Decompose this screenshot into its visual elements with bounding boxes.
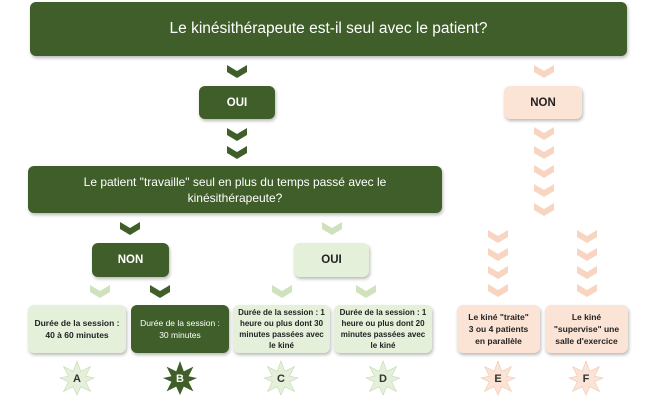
star-icon-e [480,360,516,396]
chevron-down-icon [322,222,342,236]
star-icon-c [263,360,299,396]
chevron-down-icon [534,203,554,217]
sub-yes-box [294,243,369,277]
star-letter-e: E [494,373,502,385]
no-label: NON [530,96,556,109]
option-text-e: Le kiné "traite" 3 ou 4 patients en parallèle [468,312,529,346]
star-letter-a: A [73,373,81,385]
sub-no-label: NON [117,254,144,266]
option-box-a [28,305,126,353]
chevron-down-icon [272,285,292,299]
option-box-c [233,305,330,353]
chevron-down-icon [488,284,508,298]
option-box-e [457,305,540,353]
star-icon-d [365,360,401,396]
chevron-down-icon [227,146,247,160]
option-box-d [334,305,432,353]
chevron-down-icon [120,222,140,236]
chevron-down-icon [534,184,554,198]
chevron-down-icon [227,65,247,79]
yes-box [199,86,275,119]
chevron-down-icon [488,266,508,280]
chevron-down-icon [577,284,597,298]
chevron-down-icon [150,285,170,299]
chevron-down-icon [488,230,508,244]
chevron-down-icon [577,266,597,280]
sub-no-box [92,243,169,277]
yes-label: OUI [226,96,248,109]
star-letter-f: F [582,373,590,385]
option-text-a: Durée de la session : 40 à 60 minutes [34,318,120,340]
chevron-down-icon [488,248,508,262]
star-icon-b [162,360,198,396]
main-question-text: Le kinésithérapeute est-il seul avec le patient? [169,20,488,37]
star-letter-b: B [176,373,184,385]
option-text-c: Durée de la session : 1 heure ou plus dont 30 minutes passées avec le kiné [238,308,325,350]
main-question-box [30,2,627,56]
option-text-f: Le kiné "supervise" une salle d'exercice [553,312,620,346]
chevron-down-icon [227,128,247,142]
option-text-b: Durée de la session : 30 minutes [140,318,220,340]
sub-question-box [28,166,442,213]
star-letter-d: D [379,373,387,385]
chevron-down-icon [534,165,554,179]
chevron-down-icon [577,230,597,244]
chevron-down-icon [534,65,554,79]
chevron-down-icon [577,248,597,262]
option-text-d: Durée de la session : 1 heure ou plus dont 20 minutes passées avec le kiné [339,308,427,350]
chevron-down-icon [534,127,554,141]
chevron-down-icon [356,285,376,299]
star-letter-c: C [277,373,285,385]
no-box [504,86,582,119]
star-icon-a [59,360,95,396]
option-box-b [131,305,229,353]
chevron-down-icon [90,285,110,299]
option-box-f [545,305,628,353]
star-icon-f [568,360,604,396]
sub-yes-label: OUI [321,254,342,266]
chevron-down-icon [534,146,554,160]
sub-question-text: Le patient "travaille" seul en plus du temps passé avec le kinésithérapeute? [83,174,387,205]
